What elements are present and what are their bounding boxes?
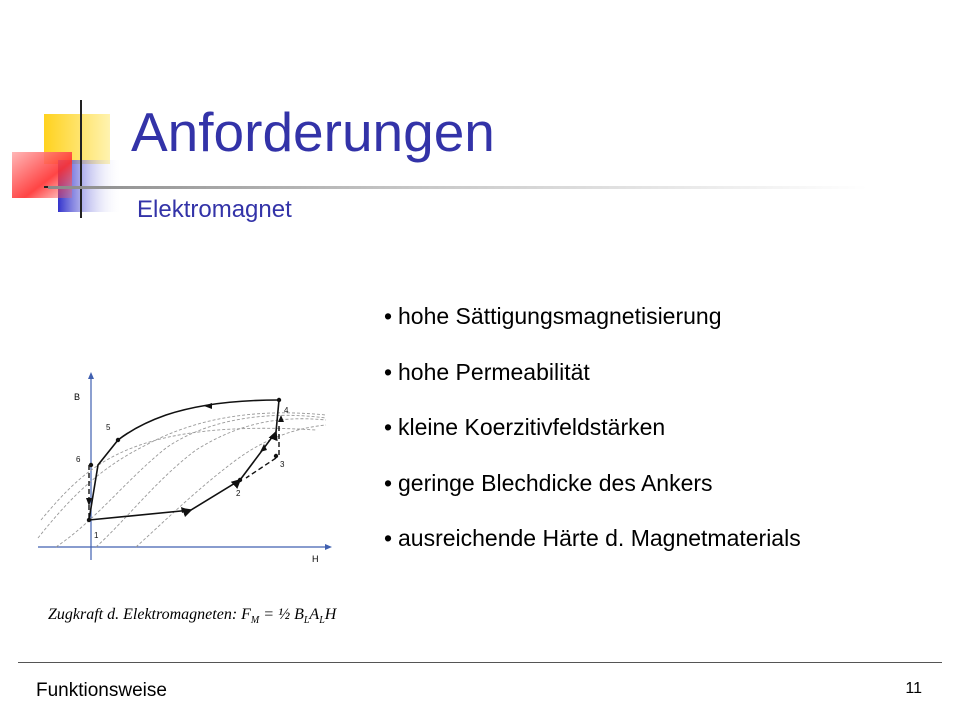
main-loop [89,400,279,520]
list-item-text: geringe Blechdicke des Ankers [398,469,713,496]
list-item [384,409,801,465]
slide-subtitle: Elektromagnet [137,196,292,223]
bullet-icon: • [384,469,393,496]
point-label: 2 [236,489,241,498]
background-loops [38,413,326,547]
bullet-icon: • [384,303,393,329]
footer-divider [18,662,942,663]
caption-text: H [324,606,337,623]
footer-section: Funktionsweise [36,680,167,701]
hysteresis-diagram [36,370,336,570]
list-item [384,520,801,576]
list-item [384,354,801,410]
slide-title: Anforderungen [131,101,495,163]
title-underline [48,186,868,189]
force-formula-caption [48,606,336,626]
list-item-text: kleine Koerzitivfeldstärken [398,414,666,440]
list-item-text: hohe Sättigungsmagnetisierung [398,303,722,329]
loop-arrows [86,403,284,513]
loop-points [87,398,281,522]
list-item-text: hohe Permeabilität [398,358,590,385]
point-label: 4 [284,406,289,415]
point-label: 3 [280,460,285,469]
x-axis-arrow-icon [325,544,332,550]
bullet-icon: • [384,358,393,385]
caption-subscript: L [319,615,325,627]
caption-subscript: L [303,615,310,627]
page-number: 11 [905,680,922,697]
point-label: 1 [94,531,99,540]
caption-text: = ½ B [259,606,304,623]
caption-subscript: M [250,615,260,627]
list-item [384,465,801,521]
bullet-icon: • [384,414,393,440]
point-label: 5 [106,423,111,432]
x-axis-label: H [312,554,319,564]
caption-text: Zugkraft d. Elektromagneten: F [48,606,251,623]
bullet-icon: • [384,525,393,551]
list-item [384,298,801,354]
y-axis-arrow-icon [88,372,94,379]
caption-text: A [309,606,320,623]
requirements-list [384,298,801,576]
list-item-text: ausreichende Härte d. Magnetmaterials [398,525,801,551]
point-label: 6 [76,455,81,464]
deco-red-square [12,152,72,198]
y-axis-label: B [74,392,81,402]
